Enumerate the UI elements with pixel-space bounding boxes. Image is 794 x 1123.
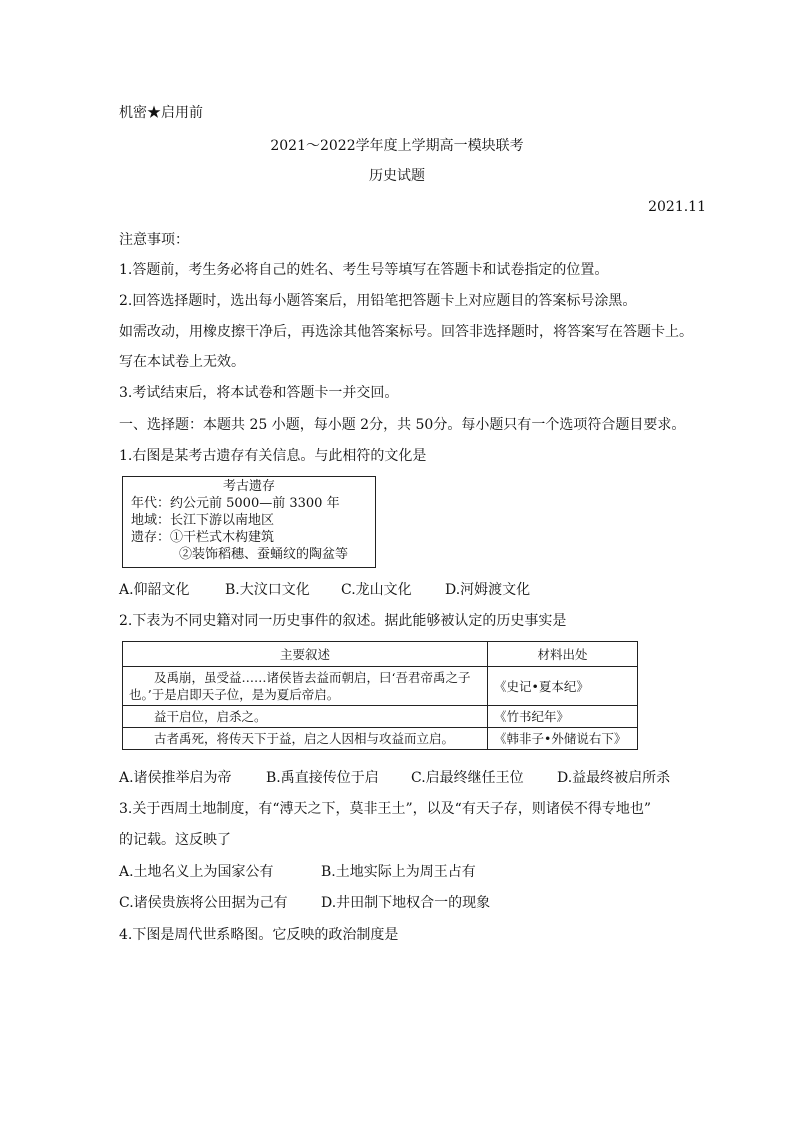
option-c[interactable]: C.启最终继任王位 [411,770,524,786]
option-d[interactable]: D.益最终被启所杀 [557,770,671,786]
table-cell: 及禹崩，虽受益……诸侯皆去益而朝启，曰‘吾君帝禹之子也。’于是启即天子位，是为夏后帝启。 [123,667,488,706]
question-1-stem: 1.右图是某考古遗存有关信息。与此相符的文化是 [119,448,427,464]
exam-subtitle: 历史试题 [369,168,425,184]
notice-item: 如需改动，用橡皮擦干净后，再选涂其他答案标号。回答非选择题时，将答案写在答题卡上。 [119,324,693,340]
table-row [123,706,638,728]
option-a[interactable]: A.仰韶文化 [119,582,190,598]
box-row: 遗存：①干栏式木构建筑 [131,530,275,545]
archaeology-info-box [122,476,376,568]
box-row: ②装饰稻穗、蚕蛹纹的陶盆等 [179,547,349,562]
table-row [123,728,638,750]
table-row [123,667,638,706]
table-cell: 《韩非子•外储说右下》 [488,728,638,750]
box-row: 年代：约公元前 5000—前 3300 年 [131,496,340,511]
table-header: 材料出处 [488,642,638,667]
box-row: 地域：长江下游以南地区 [131,513,275,528]
option-a[interactable]: A.诸侯推举启为帝 [119,770,232,786]
table-cell: 《史记•夏本纪》 [488,667,638,706]
table-header-row [123,642,638,667]
option-c[interactable]: C.龙山文化 [341,582,412,598]
option-d[interactable]: D.河姆渡文化 [445,582,531,598]
option-c[interactable]: C.诸侯贵族将公田据为己有 [119,895,288,911]
option-a[interactable]: A.土地名义上为国家公有 [119,864,274,880]
sources-table [122,641,638,750]
table-cell: 《竹书纪年》 [488,706,638,728]
exam-title: 2021～2022学年度上学期高一模块联考 [270,138,524,154]
notice-item: 2.回答选择题时，选出每小题答案后，用铅笔把答题卡上对应题目的答案标号涂黑。 [119,293,637,309]
question-2-stem: 2.下表为不同史籍对同一历史事件的叙述。据此能够被认定的历史事实是 [119,613,567,629]
question-4-stem: 4.下图是周代世系略图。它反映的政治制度是 [119,927,399,943]
notice-item: 1.答题前，考生务必将自己的姓名、考生号等填写在答题卡和试卷指定的位置。 [119,262,609,278]
table-cell: 益干启位，启杀之。 [123,706,488,728]
box-title: 考古遗存 [222,479,275,494]
question-3-stem-cont: 的记载。这反映了 [119,832,231,848]
option-d[interactable]: D.井田制下地权合一的现象 [321,895,491,911]
notice-item: 3.考试结束后，将本试卷和答题卡一并交回。 [119,385,399,401]
question-3-stem: 3.关于西周土地制度，有“溥天之下，莫非王土”，以及“有天子存，则诸侯不得专地也” [119,801,651,817]
option-b[interactable]: B.土地实际上为周王占有 [321,864,476,880]
notice-item: 写在本试卷上无效。 [119,354,245,370]
table-header: 主要叙述 [123,642,488,667]
confidential-label: 机密★启用前 [119,105,203,121]
exam-date: 2021.11 [648,199,706,215]
option-b[interactable]: B.大汶口文化 [225,582,310,598]
table-cell: 古者禹死，将传天下于益，启之人因相与攻益而立启。 [123,728,488,750]
option-b[interactable]: B.禹直接传位于启 [266,770,379,786]
notice-heading: 注意事项： [119,232,189,248]
section-heading: 一、选择题：本题共 25 小题，每小题 2分，共 50分。每小题只有一个选项符合题目要求。 [119,417,686,433]
